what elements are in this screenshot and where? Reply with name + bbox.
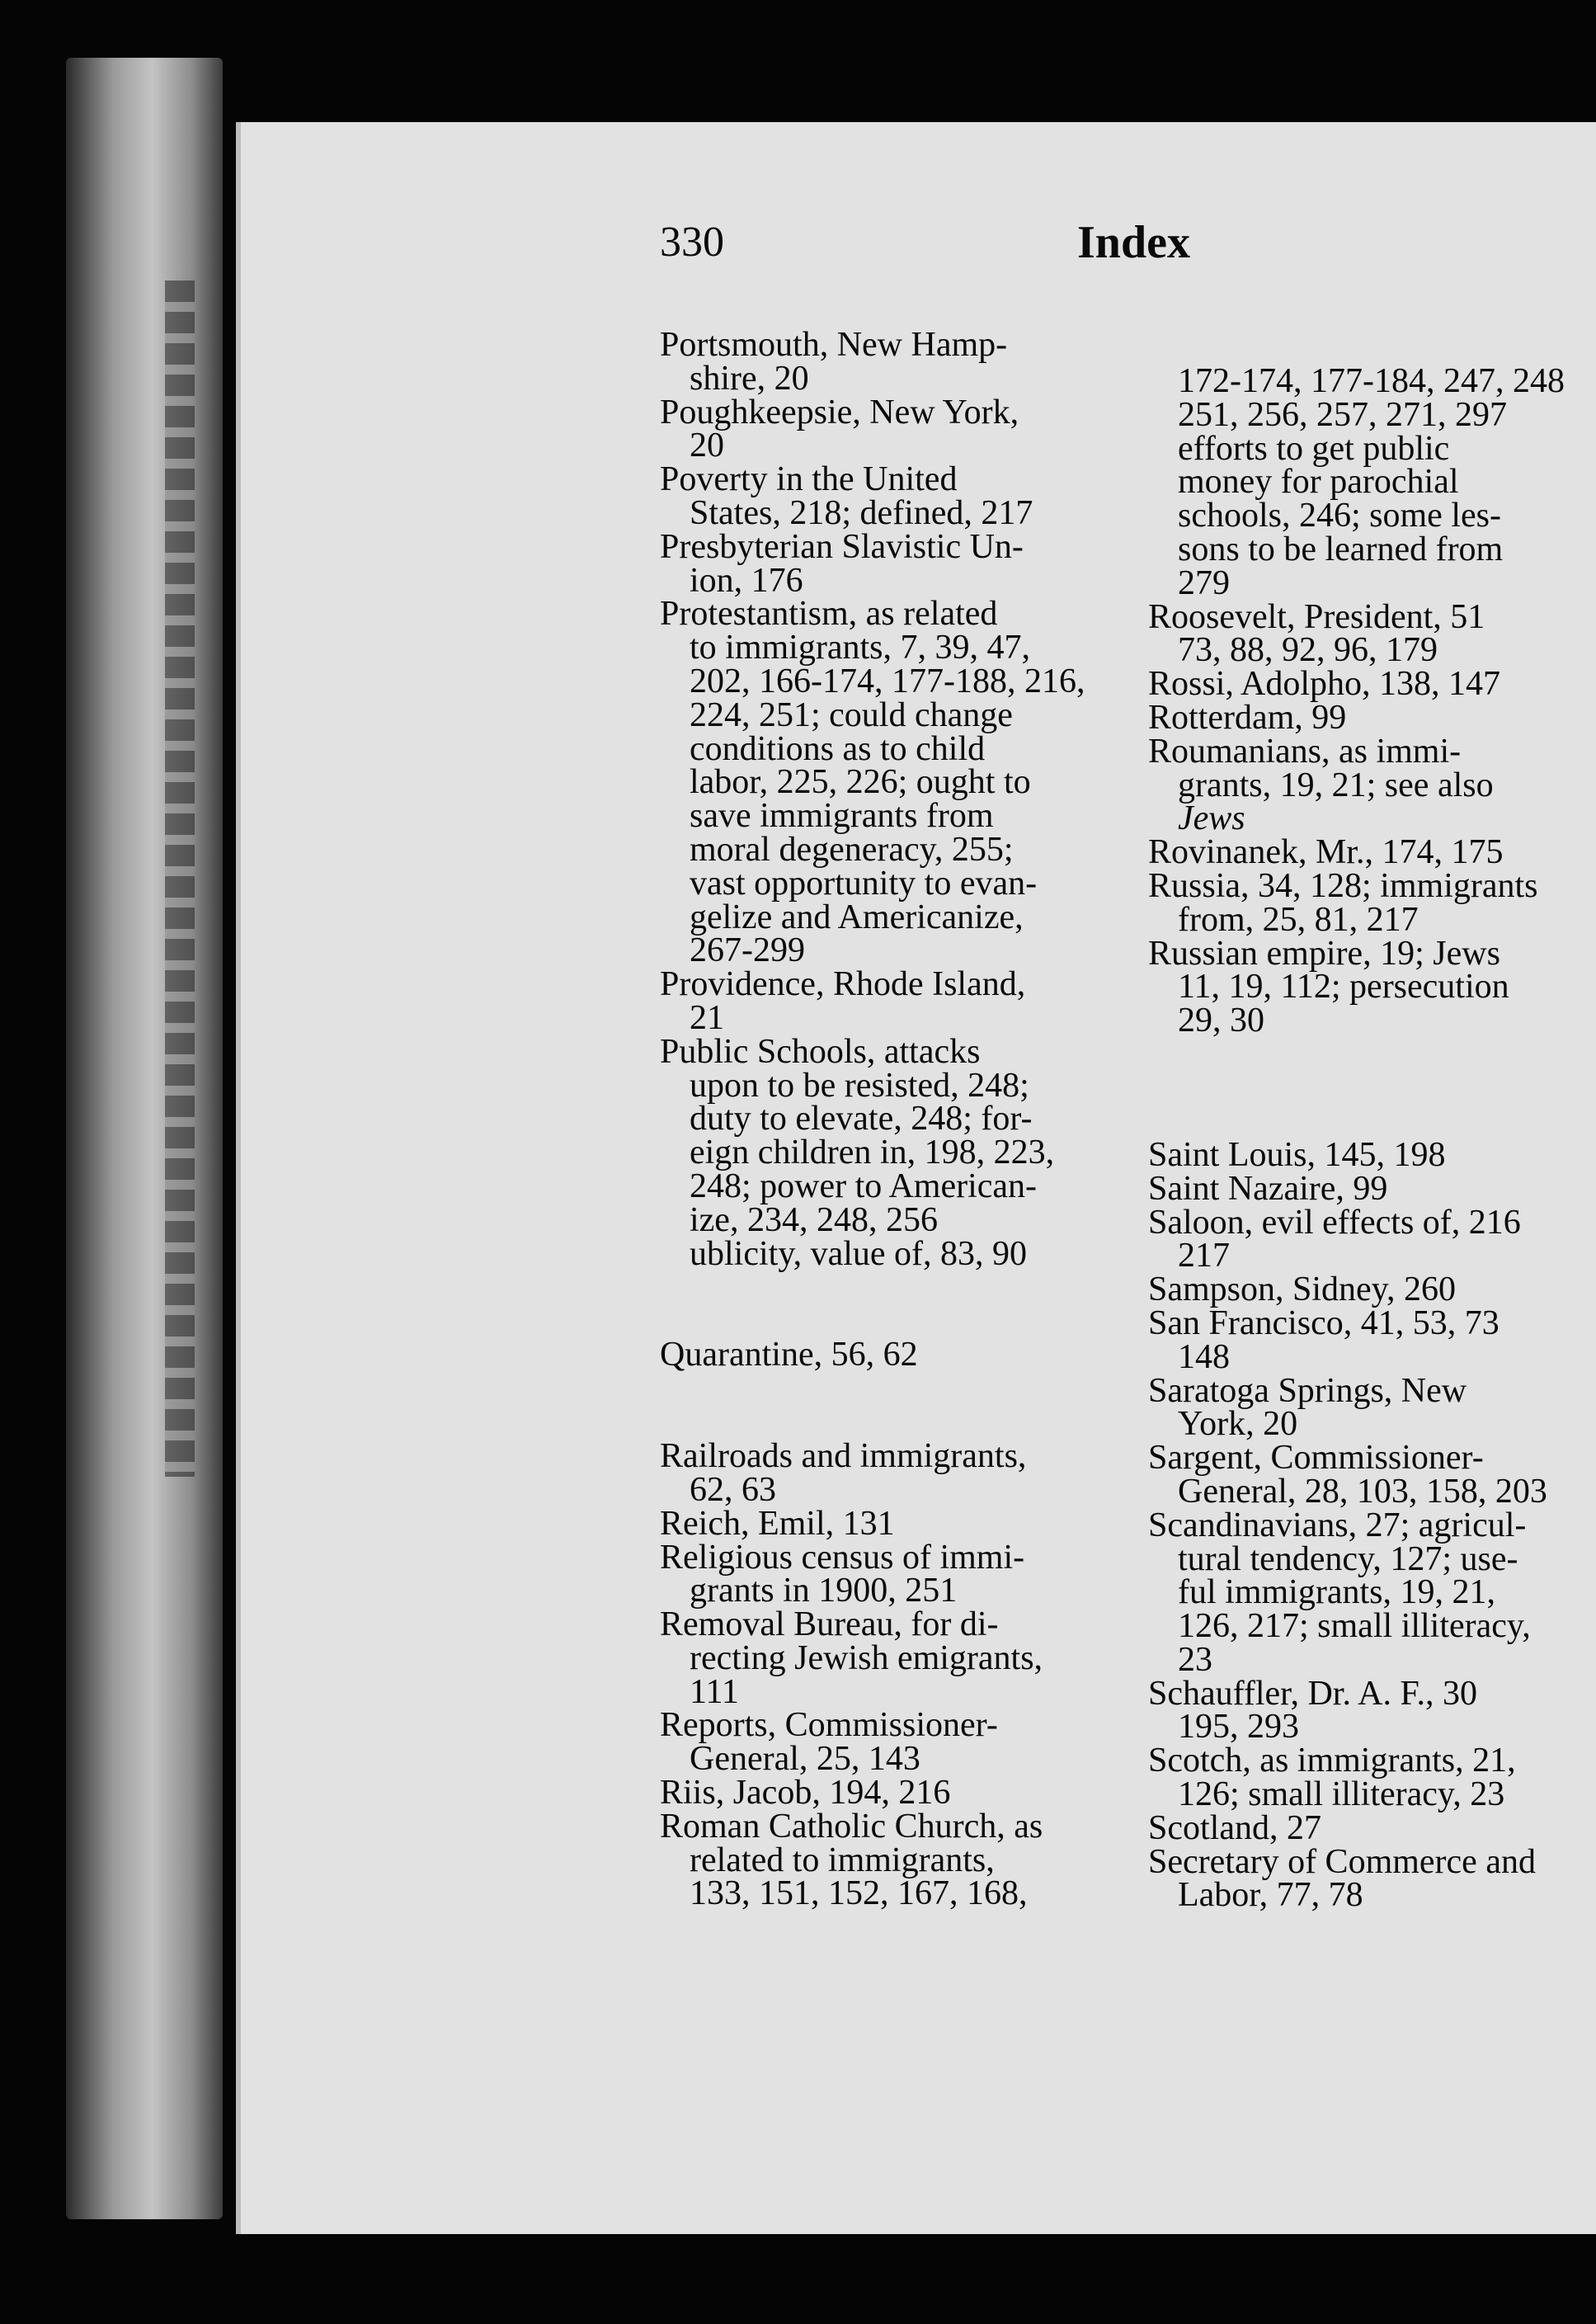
index-subline: 251, 256, 257, 271, 297: [1178, 395, 1507, 434]
index-subline: duty to elevate, 248; for-: [690, 1100, 1033, 1138]
index-subline: upon to be resisted, 248;: [690, 1066, 1029, 1105]
index-entry: San Francisco, 41, 53, 73: [1148, 1303, 1499, 1342]
index-subline: grants in 1900, 251: [690, 1572, 958, 1610]
index-entry: Roosevelt, President, 51: [1148, 597, 1485, 636]
book-spine: [66, 58, 223, 2219]
index-subline: York, 20: [1178, 1405, 1298, 1444]
index-subline: 126, 217; small illiteracy,: [1178, 1607, 1531, 1646]
index-subline: 111: [690, 1672, 739, 1711]
index-entry: Poughkeepsie, New York,: [660, 393, 1019, 431]
index-subline: conditions as to child: [690, 729, 986, 768]
index-entry: Saratoga Springs, New: [1148, 1371, 1467, 1410]
index-subline: General, 25, 143: [690, 1740, 920, 1779]
index-subline: 224, 251; could change: [690, 695, 1013, 734]
index-subline: Labor, 77, 78: [1178, 1876, 1363, 1915]
index-subline: efforts to get public: [1178, 429, 1450, 468]
index-subline: recting Jewish emigrants,: [690, 1638, 1043, 1677]
index-entry: Presbyterian Slavistic Un-: [660, 527, 1024, 566]
index-entry: Russia, 34, 128; immigrants: [1148, 866, 1538, 905]
index-subline: 133, 151, 152, 167, 168,: [690, 1874, 1028, 1913]
index-entry: Rotterdam, 99: [1148, 698, 1347, 737]
index-entry: Scotch, as immigrants, 21,: [1148, 1742, 1516, 1780]
index-column-left: [660, 328, 1118, 1911]
index-subline: 11, 19, 112; persecution: [1178, 968, 1509, 1006]
index-subline: ublicity, value of, 83, 90: [690, 1234, 1028, 1273]
index-subline: to immigrants, 7, 39, 47,: [690, 629, 1030, 667]
index-entry: Saint Nazaire, 99: [1148, 1169, 1388, 1208]
index-subline: 279: [1178, 563, 1230, 602]
index-entry: Scandinavians, 27; agricul-: [1148, 1506, 1527, 1544]
index-subline: from, 25, 81, 217: [1178, 900, 1419, 939]
index-subline: 29, 30: [1178, 1002, 1264, 1040]
index-entry: Reports, Commissioner-: [660, 1706, 998, 1745]
index-entry: Quarantine, 56, 62: [660, 1336, 918, 1374]
index-entry: Rossi, Adolpho, 138, 147: [1148, 665, 1501, 704]
index-subline: vast opportunity to evan-: [690, 864, 1038, 903]
index-entry: Secretary of Commerce and: [1148, 1842, 1536, 1881]
index-subline: 267-299: [690, 931, 805, 970]
index-subline: sons to be learned from: [1178, 530, 1504, 568]
index-subline: ize, 234, 248, 256: [690, 1200, 938, 1239]
index-entry: Saloon, evil effects of, 216: [1148, 1203, 1521, 1242]
index-subline: ion, 176: [690, 561, 803, 600]
index-entry: Poverty in the United: [660, 460, 958, 499]
index-subline: tural tendency, 127; use-: [1178, 1539, 1518, 1578]
index-column-right: [1148, 362, 1596, 1915]
index-subline: ful immigrants, 19, 21,: [1178, 1573, 1495, 1612]
index-subline: 172-174, 177-184, 247, 248: [1178, 362, 1565, 400]
index-subline: 148: [1178, 1337, 1230, 1376]
index-entry: Saint Louis, 145, 198: [1148, 1135, 1446, 1174]
index-subline: Jews: [1178, 799, 1245, 838]
index-gap: [660, 1270, 1118, 1338]
index-subline: 62, 63: [690, 1470, 776, 1509]
index-entry: Riis, Jacob, 194, 216: [660, 1774, 951, 1813]
index-subline: 23: [1178, 1640, 1212, 1679]
index-entry: Railroads and immigrants,: [660, 1437, 1027, 1476]
index-subline: 217: [1178, 1237, 1230, 1275]
index-entry: Religious census of immi-: [660, 1538, 1025, 1577]
index-subline: 195, 293: [1178, 1708, 1299, 1747]
index-entry: Portsmouth, New Hamp-: [660, 326, 1008, 364]
index-subline: moral degeneracy, 255;: [690, 830, 1014, 869]
index-subline: save immigrants from: [690, 797, 994, 836]
index-entry: Scotland, 27: [1148, 1808, 1321, 1847]
index-entry: Rovinanek, Mr., 174, 175: [1148, 833, 1504, 872]
index-subline: shire, 20: [690, 359, 809, 398]
index-entry: Roumanians, as immi-: [1148, 732, 1462, 771]
index-entry: Providence, Rhode Island,: [660, 965, 1026, 1004]
index-subline: money for parochial: [1178, 463, 1459, 502]
index-gap: [1148, 1038, 1596, 1138]
page-number: 330: [660, 219, 724, 266]
index-subline: 202, 166-174, 177-188, 216,: [690, 662, 1085, 700]
index-entry: Public Schools, attacks: [660, 1032, 981, 1071]
index-subline: 248; power to American-: [690, 1167, 1038, 1205]
index-subline: General, 28, 103, 158, 203: [1178, 1472, 1547, 1511]
spine-lettering: [165, 280, 195, 1477]
index-entry: Russian empire, 19; Jews: [1148, 934, 1500, 973]
index-entry: Sargent, Commissioner-: [1148, 1439, 1484, 1478]
index-entry: Removal Bureau, for di-: [660, 1605, 999, 1644]
index-subline: 126; small illiteracy, 23: [1178, 1775, 1505, 1814]
index-entry: Schauffler, Dr. A. F., 30: [1148, 1674, 1477, 1713]
index-subline: 21: [690, 998, 724, 1037]
index-subline: States, 218; defined, 217: [690, 493, 1033, 532]
index-subline: related to immigrants,: [690, 1841, 995, 1879]
index-subline: gelize and Americanize,: [690, 898, 1024, 936]
index-subline: schools, 246; some les-: [1178, 497, 1501, 535]
page-title: Index: [1077, 217, 1190, 268]
index-entry: Sampson, Sidney, 260: [1148, 1270, 1456, 1309]
index-subline: labor, 225, 226; ought to: [690, 763, 1031, 802]
index-subline: eign children in, 198, 223,: [690, 1134, 1055, 1172]
index-subline: grants, 19, 21; see also: [1178, 766, 1494, 804]
index-subline: 73, 88, 92, 96, 179: [1178, 631, 1438, 670]
index-entry: Roman Catholic Church, as: [660, 1807, 1043, 1846]
index-entry: Protestantism, as related: [660, 595, 998, 634]
index-subline: 20: [690, 427, 724, 465]
index-entry: Reich, Emil, 131: [660, 1504, 895, 1543]
index-gap: [660, 1372, 1118, 1440]
